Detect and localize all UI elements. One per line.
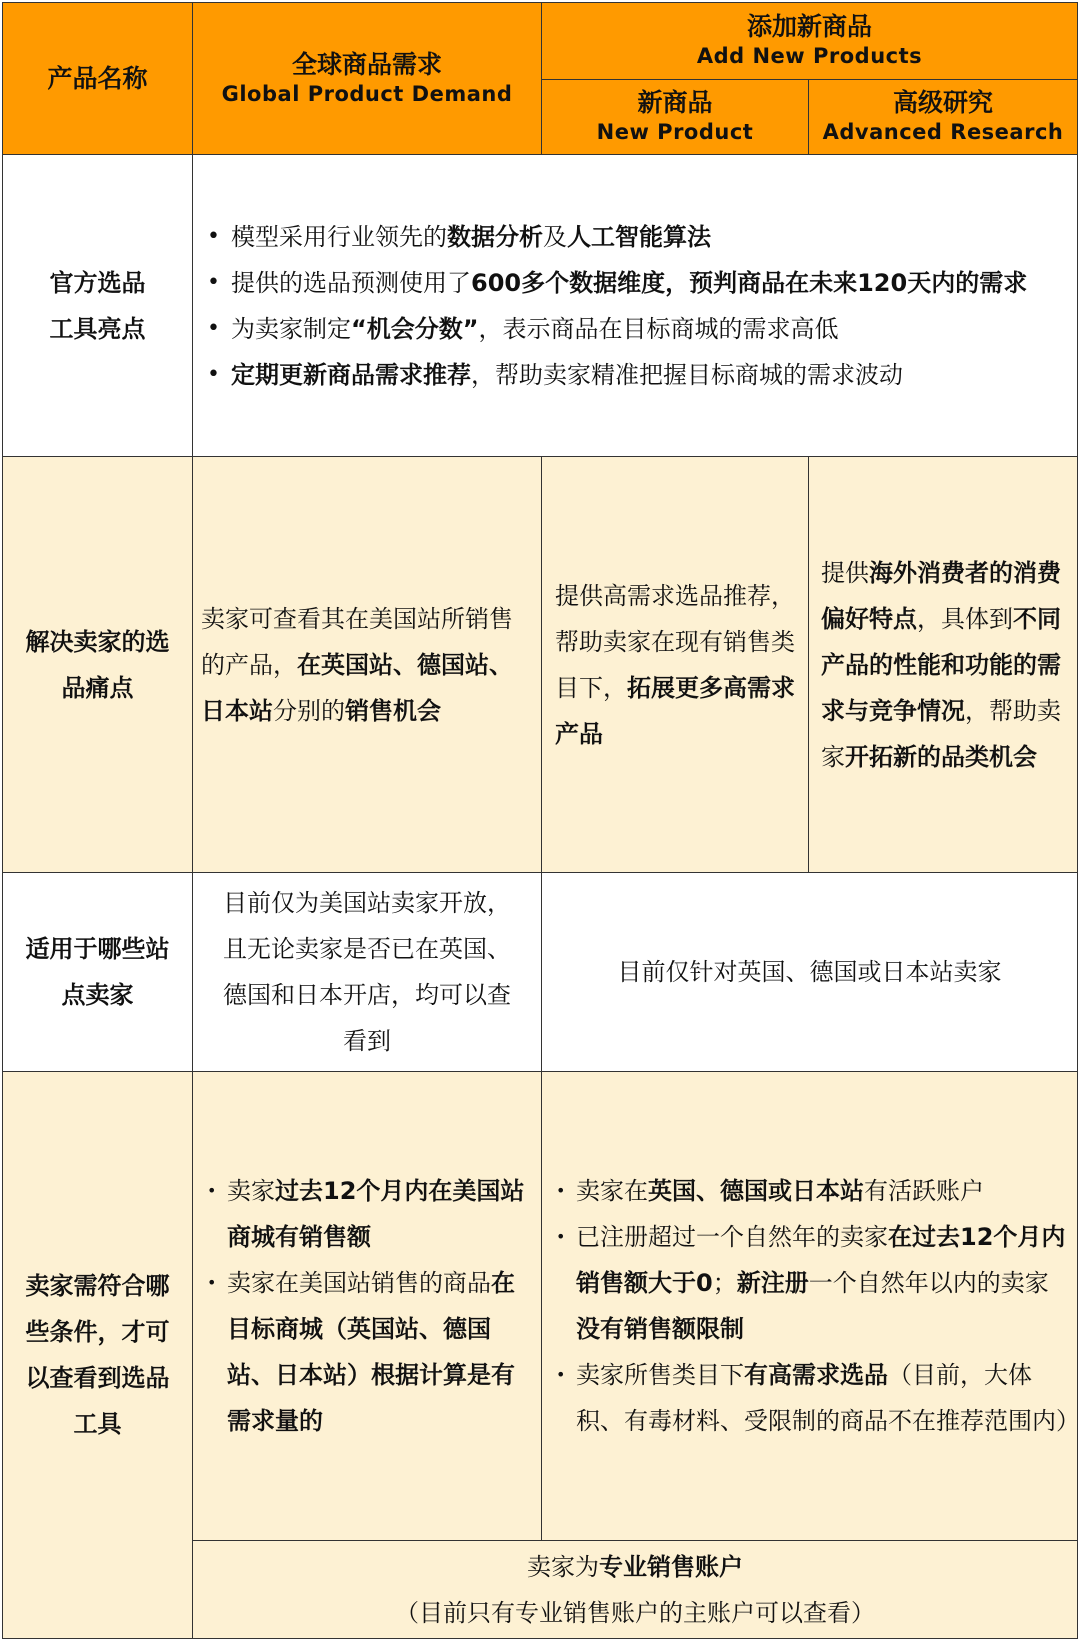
- sites-label: [2, 872, 193, 1072]
- pain-points-label-line2: 品痛点: [61, 673, 134, 702]
- condition-add-new-run: 英国、德国或日本站: [648, 1177, 864, 1205]
- header-global-demand-zh: 全球商品需求: [291, 49, 442, 79]
- pain-advanced-run: 海外消费者的消费偏好特点: [821, 558, 1061, 633]
- condition-add-new-run: 卖家所售类目下: [576, 1361, 744, 1389]
- pain-advanced-run: 提供: [821, 558, 869, 587]
- sites-add-new-text: 目前仅针对英国、德国或日本站卖家: [617, 958, 1002, 986]
- highlight-run: 600多个数据维度，预判商品在未来120天内的需求: [471, 268, 1028, 297]
- sites-global-line1: 目前仅为美国站卖家开放，: [223, 889, 511, 917]
- header-add-new-en: Add New Products: [696, 44, 923, 68]
- header-global-demand: [192, 2, 542, 155]
- conditions-footer-note: （目前只有专业销售账户的主账户可以查看）: [395, 1598, 875, 1627]
- highlights-label-line2: 工具亮点: [49, 314, 146, 343]
- sites-add-new: [541, 872, 1078, 1072]
- header-advanced-en: Advanced Research: [822, 120, 1064, 144]
- header-advanced: [808, 79, 1078, 155]
- condition-add-new-run: 有活跃账户: [864, 1177, 984, 1205]
- highlights-label: [2, 154, 193, 457]
- conditions-label-line3: 以查看到选品: [25, 1364, 170, 1392]
- pain-global-run: 分别的: [273, 696, 345, 725]
- pain-points-advanced-text: [821, 550, 1071, 780]
- header-new-product-zh: 新商品: [637, 88, 713, 117]
- header-product-name-text: 产品名称: [47, 63, 148, 93]
- header-product-name: [2, 2, 193, 155]
- condition-global-run: 卖家在美国站销售的商品: [227, 1269, 491, 1297]
- pain-new-run: 提供高需求选品推荐，帮助卖家在现有销售类目下，: [555, 581, 795, 702]
- comparison-table: [2, 2, 1078, 1639]
- condition-add-new-run: 没有销售额限制: [576, 1315, 744, 1343]
- pain-global-run: 销售机会: [345, 696, 441, 725]
- pain-points-label: [2, 456, 193, 873]
- condition-add-new-item: [546, 1168, 1069, 1214]
- sites-global-line2: 且无论卖家是否已在英国、: [223, 935, 511, 963]
- condition-add-new-run: 已注册超过一个自然年的卖家: [576, 1223, 888, 1251]
- highlight-item: [201, 306, 1027, 352]
- pain-advanced-run: ，帮助卖家: [821, 696, 1061, 771]
- conditions-global: [192, 1071, 542, 1541]
- condition-global-item: [197, 1260, 533, 1444]
- highlight-run: ，表示商品在目标商城的需求高低: [478, 314, 839, 343]
- header-new-product-en: New Product: [596, 120, 754, 144]
- pain-points-new-product: [541, 456, 809, 873]
- condition-add-new-run: 在过去12个月内销售额大于0: [576, 1223, 1066, 1297]
- header-new-product: [541, 79, 809, 155]
- highlight-item: [201, 214, 1027, 260]
- pain-points-label-line1: 解决卖家的选: [25, 627, 170, 656]
- condition-global-item: [197, 1168, 533, 1260]
- condition-global-run: 过去12个月内在美国站商城有销售额: [227, 1177, 525, 1251]
- highlight-run: 及: [543, 222, 567, 251]
- highlight-item: [201, 352, 1027, 398]
- conditions-footer: [192, 1540, 1078, 1639]
- sites-global-line3: 德国和日本开店，均可以查: [223, 981, 511, 1009]
- highlight-run: 为卖家制定: [231, 314, 351, 343]
- pain-advanced-run: 不同产品的性能和功能的需求与竞争情况: [821, 604, 1061, 725]
- conditions-label-line1: 卖家需符合哪: [25, 1272, 170, 1300]
- sites-global-line4: 看到: [343, 1027, 391, 1055]
- condition-add-new-run: 卖家在: [576, 1177, 648, 1205]
- conditions-add-new-list: [546, 1168, 1080, 1444]
- footer-prefix: 卖家为: [527, 1552, 599, 1581]
- condition-add-new-run: 一个自然年以内的卖家: [808, 1269, 1049, 1297]
- pain-points-global-text: [201, 596, 529, 734]
- conditions-footer-line1: [395, 1544, 875, 1590]
- highlight-item: [201, 260, 1027, 306]
- condition-global-run: 在目标商城（英国站、德国站、日本站）根据计算是有需求量的: [227, 1269, 515, 1435]
- header-advanced-zh: 高级研究: [892, 88, 993, 117]
- pain-global-run: 卖家可查看其在美国站所销售的产品，: [201, 604, 513, 679]
- conditions-label-line2: 些条件，才可: [25, 1318, 170, 1346]
- footer-bold: 专业销售账户: [599, 1552, 743, 1581]
- pain-points-global: [192, 456, 542, 873]
- conditions-global-list: [197, 1168, 533, 1444]
- highlights-label-line1: 官方选品: [49, 268, 146, 297]
- pain-points-advanced: [808, 456, 1078, 873]
- condition-add-new-run: 新注册: [736, 1269, 809, 1297]
- highlight-run: “机会分数”: [351, 314, 479, 343]
- sites-global: [192, 872, 542, 1072]
- condition-add-new-item: [546, 1352, 1080, 1444]
- conditions-label-line4: 工具: [73, 1410, 122, 1438]
- highlight-run: 数据分析: [447, 222, 543, 251]
- highlight-run: ，帮助卖家精准把握目标商城的需求波动: [471, 360, 903, 389]
- pain-points-new-product-text: [555, 573, 800, 757]
- sites-label-line2: 点卖家: [61, 981, 134, 1009]
- condition-global-run: 卖家: [227, 1177, 275, 1205]
- highlight-run: 定期更新商品需求推荐: [231, 360, 471, 389]
- header-add-new: [541, 2, 1078, 80]
- condition-add-new-run: （目前，大体积、有毒材料、受限制的商品不在推荐范围内）: [576, 1361, 1080, 1435]
- highlights-list: [201, 214, 1027, 398]
- highlights-content: [192, 154, 1078, 457]
- pain-global-run: 在英国站、德国站、日本站: [201, 650, 513, 725]
- pain-new-run: 拓展更多高需求产品: [555, 673, 795, 748]
- header-add-new-zh: 添加新商品: [746, 12, 872, 41]
- header-global-demand-en: Global Product Demand: [221, 81, 513, 106]
- condition-add-new-run: ；: [712, 1269, 737, 1297]
- conditions-add-new: [541, 1071, 1078, 1541]
- highlight-run: 模型采用行业领先的: [231, 222, 447, 251]
- conditions-label: [2, 1071, 193, 1639]
- pain-advanced-run: ，具体到: [917, 604, 1013, 633]
- highlight-run: 提供的选品预测使用了: [231, 268, 471, 297]
- highlight-run: 人工智能算法: [567, 222, 711, 251]
- sites-label-line1: 适用于哪些站: [25, 935, 170, 963]
- condition-add-new-item: [546, 1214, 1069, 1352]
- condition-add-new-run: 有高需求选品: [744, 1361, 888, 1389]
- pain-advanced-run: 开拓新的品类机会: [845, 742, 1037, 771]
